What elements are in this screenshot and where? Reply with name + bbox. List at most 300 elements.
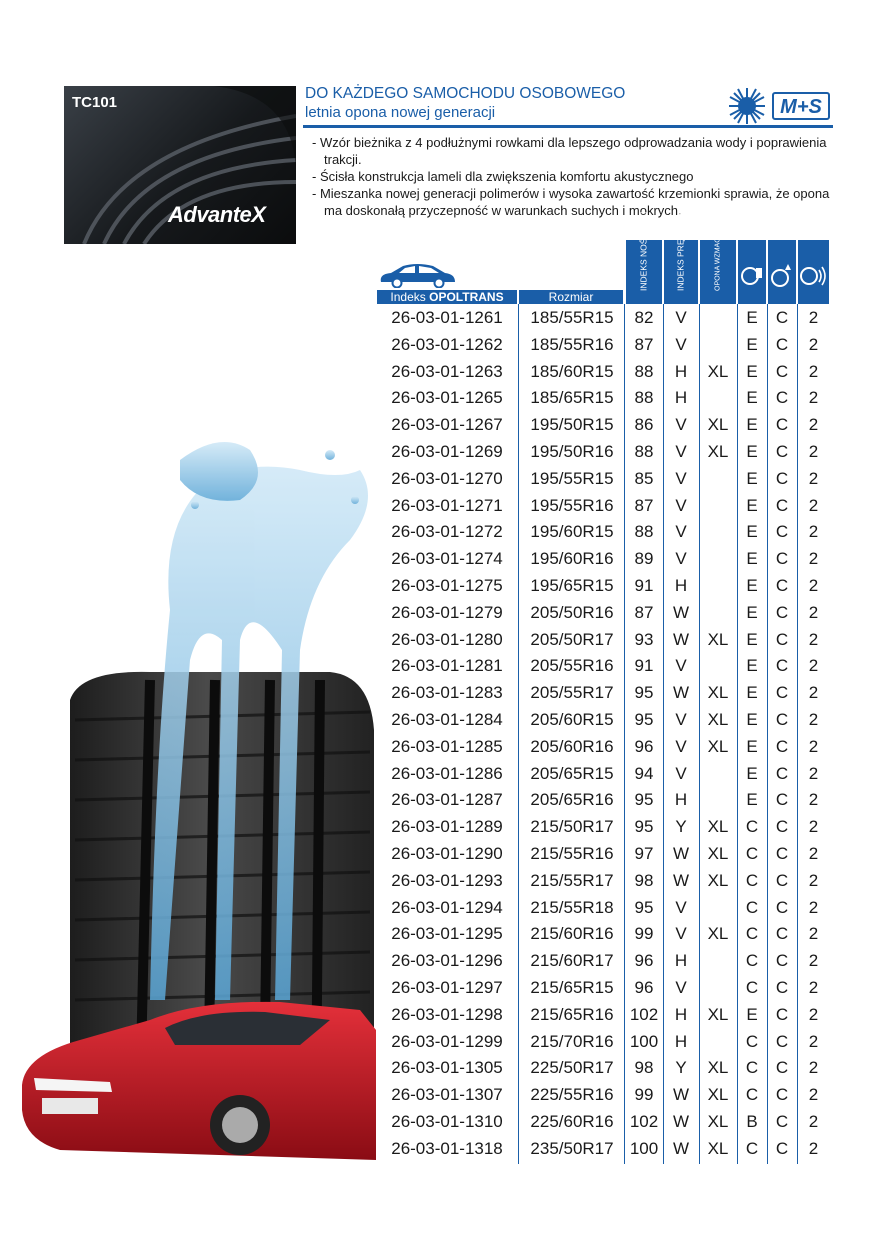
wet-grip-cell: C: [775, 388, 789, 408]
size-cell: 225/60R16: [530, 1112, 614, 1131]
noise-class-cell: 2: [808, 1004, 819, 1024]
index-cell: 26-03-01-1265: [391, 388, 503, 408]
table-row: [377, 760, 829, 787]
wet-grip-cell: C: [775, 334, 789, 354]
table-row: [377, 813, 829, 840]
fuel-class-cell: C: [745, 844, 759, 863]
fuel-class-cell: E: [746, 388, 758, 408]
noise-class-cell: 2: [808, 924, 819, 944]
load-index-cell: 88: [634, 361, 654, 381]
size-cell: 195/55R15: [530, 468, 614, 488]
speed-index-cell: V: [675, 308, 687, 327]
load-index-cell: 85: [634, 468, 654, 488]
size-cell: 195/55R16: [530, 495, 614, 515]
noise-class-cell: 2: [808, 844, 819, 863]
table-row: [377, 438, 829, 465]
size-cell: 205/50R16: [530, 602, 614, 622]
speed-index-cell: V: [675, 924, 687, 944]
table-row: [377, 786, 829, 813]
load-index-cell: 97: [634, 844, 654, 863]
noise-class-cell: 2: [808, 522, 819, 542]
size-cell: 205/60R15: [530, 710, 614, 729]
load-index-cell: 95: [634, 710, 654, 729]
column-divider: [737, 304, 738, 1164]
fuel-class-cell: E: [746, 763, 758, 783]
table-row: [377, 1001, 829, 1028]
load-index-header: [626, 211, 662, 304]
speed-index-cell: H: [674, 1031, 688, 1051]
page-title: DO KAŻDEGO SAMOCHODU OSOBOWEGO: [305, 85, 626, 102]
reinforced-cell: [700, 894, 736, 921]
index-cell: 26-03-01-1298: [391, 1004, 503, 1024]
table-row: [377, 679, 829, 706]
index-cell: 26-03-01-1294: [391, 897, 503, 917]
table-row: [377, 1081, 829, 1108]
index-cell: 26-03-01-1272: [391, 522, 503, 542]
size-column-header: Rozmiar: [519, 290, 623, 304]
car-icon: [377, 262, 457, 288]
noise-class-cell: 2: [808, 978, 819, 997]
noise-class-cell: 2: [808, 817, 819, 837]
reinforced-cell: XL: [707, 844, 729, 863]
table-row: [377, 411, 829, 438]
index-cell: 26-03-01-1289: [391, 817, 503, 837]
speed-index-cell: V: [675, 736, 687, 756]
table-row: [377, 545, 829, 572]
size-cell: 205/55R17: [530, 683, 614, 703]
fuel-class-cell: C: [745, 870, 759, 890]
load-index-cell: 96: [634, 736, 654, 756]
table-row: [377, 974, 829, 1001]
table-row: [377, 840, 829, 867]
speed-index-cell: W: [672, 1112, 690, 1131]
brand-logo: AdvanteX: [168, 202, 266, 227]
index-cell: 26-03-01-1307: [391, 1085, 503, 1105]
fuel-efficiency-header: [738, 240, 766, 304]
noise-header: [798, 240, 829, 304]
noise-class-cell: 2: [808, 442, 819, 461]
speed-index-header: [664, 206, 698, 304]
wet-grip-cell: C: [775, 817, 789, 837]
load-index-cell: 96: [634, 978, 654, 997]
load-index-cell: 89: [634, 549, 654, 569]
speed-index-cell: H: [674, 951, 688, 971]
reinforced-cell: XL: [707, 1085, 729, 1105]
reinforced-cell: XL: [707, 817, 729, 837]
wet-grip-cell: C: [775, 308, 789, 327]
column-divider: [663, 304, 664, 1164]
index-cell: 26-03-01-1267: [391, 415, 503, 435]
table-row: [377, 1054, 829, 1081]
reinforced-cell: XL: [707, 415, 729, 435]
speed-index-cell: V: [675, 897, 687, 917]
fuel-class-cell: E: [746, 683, 758, 703]
size-cell: 215/65R15: [530, 978, 614, 997]
column-divider: [699, 304, 700, 1164]
noise-icon: [798, 240, 829, 304]
noise-class-cell: 2: [808, 1058, 819, 1078]
sun-icon: [727, 86, 767, 126]
speed-index-cell: W: [672, 629, 690, 649]
feature-item: - Mieszanka nowej generacji polimerów i wysoka zawartość krzemionki sprawia, że opona ma doskonałą przyczepność w warunkach suchych i mokrych.: [312, 186, 830, 218]
speed-index-cell: V: [675, 442, 687, 461]
index-cell: 26-03-01-1270: [391, 468, 503, 488]
size-cell: 215/60R16: [530, 924, 614, 944]
load-index-cell: 98: [634, 870, 654, 890]
reinforced-cell: XL: [707, 683, 729, 703]
speed-index-cell: V: [675, 656, 687, 676]
speed-index-cell: V: [675, 522, 687, 542]
speed-index-cell: H: [674, 388, 688, 408]
wet-grip-cell: C: [775, 576, 789, 595]
mud-snow-badge: M+S: [772, 92, 830, 120]
size-cell: 195/60R15: [530, 522, 614, 542]
fuel-class-cell: C: [745, 951, 759, 971]
load-index-label: INDEKS NOŚNOŚCI: [638, 211, 649, 291]
load-index-cell: 95: [634, 683, 654, 703]
wet-grip-cell: C: [775, 361, 789, 381]
reinforced-cell: XL: [707, 361, 729, 381]
reinforced-cell: XL: [707, 629, 729, 649]
reinforced-cell: XL: [707, 442, 729, 461]
noise-class-cell: 2: [808, 1085, 819, 1105]
speed-index-cell: V: [675, 763, 687, 783]
load-index-cell: 86: [634, 415, 654, 435]
reinforced-cell: XL: [707, 1058, 729, 1078]
load-index-cell: 87: [634, 602, 654, 622]
size-cell: 215/70R16: [530, 1031, 614, 1051]
column-divider: [624, 304, 625, 1164]
speed-index-cell: H: [674, 576, 688, 595]
reinforced-cell: [700, 331, 736, 358]
column-divider: [518, 304, 519, 1164]
index-cell: 26-03-01-1262: [391, 334, 503, 354]
index-cell: 26-03-01-1285: [391, 736, 503, 756]
fuel-efficiency-icon: [738, 240, 766, 304]
noise-class-cell: 2: [808, 790, 819, 810]
speed-index-cell: V: [675, 710, 687, 729]
product-photo-tile: [64, 86, 296, 244]
noise-class-cell: 2: [808, 388, 819, 408]
wet-grip-cell: C: [775, 495, 789, 515]
size-cell: 195/60R16: [530, 549, 614, 569]
noise-class-cell: 2: [808, 683, 819, 703]
noise-class-cell: 2: [808, 629, 819, 649]
load-index-cell: 96: [634, 951, 654, 971]
wet-grip-cell: C: [775, 710, 789, 729]
table-row: [377, 626, 829, 653]
fuel-class-cell: B: [746, 1112, 758, 1131]
speed-index-cell: V: [675, 334, 687, 354]
speed-index-cell: W: [672, 1138, 690, 1158]
index-cell: 26-03-01-1290: [391, 844, 503, 863]
wet-grip-cell: C: [775, 522, 789, 542]
reinforced-cell: [700, 384, 736, 411]
wet-grip-cell: C: [775, 629, 789, 649]
fuel-class-cell: C: [745, 1138, 759, 1158]
wet-grip-cell: C: [775, 924, 789, 944]
index-cell: 26-03-01-1283: [391, 683, 503, 703]
fuel-class-cell: C: [745, 924, 759, 944]
noise-class-cell: 2: [808, 710, 819, 729]
table-row: [377, 1135, 829, 1162]
speed-index-cell: V: [675, 495, 687, 515]
size-cell: 205/60R16: [530, 736, 614, 756]
feature-item: - Ścisła konstrukcja lameli dla zwiększenia komfortu akustycznego: [312, 169, 694, 184]
table-row: [377, 599, 829, 626]
size-cell: 215/55R17: [530, 870, 614, 890]
speed-index-cell: H: [674, 1004, 688, 1024]
index-cell: 26-03-01-1261: [391, 308, 503, 327]
noise-class-cell: 2: [808, 602, 819, 622]
speed-index-cell: V: [675, 468, 687, 488]
index-cell: 26-03-01-1296: [391, 951, 503, 971]
feature-item: - Wzór bieżnika z 4 podłużnymi rowkami dla lepszego odprowadzania wody i poprawienia trakcji.: [312, 135, 827, 167]
table-row: [377, 867, 829, 894]
fuel-class-cell: C: [745, 1058, 759, 1078]
load-index-cell: 87: [634, 334, 654, 354]
load-index-cell: 99: [634, 1085, 654, 1105]
reinforced-cell: XL: [707, 924, 729, 944]
table-row: [377, 733, 829, 760]
index-cell: 26-03-01-1299: [391, 1031, 503, 1051]
table-row: [377, 652, 829, 679]
load-index-cell: 88: [634, 522, 654, 542]
size-cell: 205/65R16: [530, 790, 614, 810]
fuel-class-cell: C: [745, 1031, 759, 1051]
table-row: [377, 1028, 829, 1055]
wet-grip-icon: [768, 240, 796, 304]
noise-class-cell: 2: [808, 951, 819, 971]
size-cell: 235/50R17: [530, 1138, 614, 1158]
load-index-cell: 88: [634, 388, 654, 408]
load-index-cell: 95: [634, 897, 654, 917]
wet-grip-cell: C: [775, 1031, 789, 1051]
load-index-cell: 88: [634, 442, 654, 461]
size-cell: 195/50R15: [530, 415, 614, 435]
fuel-class-cell: C: [745, 978, 759, 997]
reinforced-cell: [700, 974, 736, 1001]
load-index-cell: 100: [629, 1031, 659, 1051]
load-index-cell: 95: [634, 817, 654, 837]
fuel-class-cell: C: [745, 897, 759, 917]
index-column-header: [377, 290, 517, 304]
wet-grip-cell: C: [775, 1112, 789, 1131]
table-row: [377, 947, 829, 974]
noise-class-cell: 2: [808, 576, 819, 595]
wet-grip-cell: C: [775, 468, 789, 488]
index-cell: 26-03-01-1280: [391, 629, 503, 649]
index-cell: 26-03-01-1275: [391, 576, 503, 595]
fuel-class-cell: E: [746, 361, 758, 381]
fuel-class-cell: E: [746, 656, 758, 676]
fuel-class-cell: E: [746, 736, 758, 756]
wet-grip-cell: C: [775, 790, 789, 810]
table-row: [377, 492, 829, 519]
noise-class-cell: 2: [808, 361, 819, 381]
noise-class-cell: 2: [808, 1031, 819, 1051]
speed-index-cell: W: [672, 683, 690, 703]
size-cell: 225/50R17: [530, 1058, 614, 1078]
noise-class-cell: 2: [808, 736, 819, 756]
index-cell: 26-03-01-1305: [391, 1058, 503, 1078]
index-cell: 26-03-01-1271: [391, 495, 503, 515]
index-cell: 26-03-01-1310: [391, 1112, 503, 1131]
table-row: [377, 331, 829, 358]
speed-index-cell: V: [675, 549, 687, 569]
reinforced-cell: XL: [707, 736, 729, 756]
reinforced-cell: [700, 304, 736, 331]
reinforced-cell: [700, 492, 736, 519]
speed-index-cell: W: [672, 870, 690, 890]
wet-grip-cell: C: [775, 1138, 789, 1158]
size-cell: 215/65R16: [530, 1004, 614, 1024]
size-cell: 185/55R16: [530, 334, 614, 354]
noise-class-cell: 2: [808, 549, 819, 569]
size-cell: 215/55R18: [530, 897, 614, 917]
reinforced-cell: XL: [707, 1112, 729, 1131]
page-subtitle: letnia opona nowej generacji: [305, 104, 496, 121]
index-cell: 26-03-01-1269: [391, 442, 503, 461]
load-index-cell: 87: [634, 495, 654, 515]
wet-grip-cell: C: [775, 442, 789, 461]
table-row: [377, 384, 829, 411]
load-index-cell: 93: [634, 629, 654, 649]
fuel-class-cell: E: [746, 468, 758, 488]
speed-index-cell: V: [675, 415, 687, 435]
load-index-cell: 102: [629, 1112, 659, 1131]
load-index-cell: 99: [634, 924, 654, 944]
size-cell: 195/65R15: [530, 576, 614, 595]
table-row: [377, 465, 829, 492]
table-row: [377, 920, 829, 947]
reinforced-cell: [700, 947, 736, 974]
reinforced-cell: XL: [707, 870, 729, 890]
size-cell: 215/55R16: [530, 844, 614, 863]
noise-class-cell: 2: [808, 415, 819, 435]
fuel-class-cell: E: [746, 790, 758, 810]
speed-index-cell: W: [672, 844, 690, 863]
size-cell: 205/65R15: [530, 763, 614, 783]
wet-grip-cell: C: [775, 870, 789, 890]
size-cell: 225/55R16: [530, 1085, 614, 1105]
reinforced-cell: [700, 465, 736, 492]
wet-grip-cell: C: [775, 656, 789, 676]
table-row: [377, 358, 829, 385]
noise-class-cell: 2: [808, 763, 819, 783]
load-index-cell: 102: [629, 1004, 659, 1024]
noise-class-cell: 2: [808, 1138, 819, 1158]
index-cell: 26-03-01-1295: [391, 924, 503, 944]
size-cell: 205/50R17: [530, 629, 614, 649]
wet-grip-header: [768, 240, 796, 304]
fuel-class-cell: E: [746, 415, 758, 435]
table-row: [377, 1108, 829, 1135]
wet-grip-cell: C: [775, 602, 789, 622]
size-cell: 215/60R17: [530, 951, 614, 971]
index-cell: 26-03-01-1287: [391, 790, 503, 810]
index-cell: 26-03-01-1281: [391, 656, 503, 676]
noise-class-cell: 2: [808, 656, 819, 676]
reinforced-label: OPONA WZMACNIANA: [714, 216, 722, 291]
wet-grip-cell: C: [775, 951, 789, 971]
noise-class-cell: 2: [808, 308, 819, 327]
wet-grip-cell: C: [775, 549, 789, 569]
index-cell: 26-03-01-1274: [391, 549, 503, 569]
column-divider: [797, 304, 798, 1164]
table-row: [377, 518, 829, 545]
fuel-class-cell: E: [746, 495, 758, 515]
speed-index-cell: Y: [675, 817, 687, 837]
reinforced-cell: XL: [707, 710, 729, 729]
wet-grip-cell: C: [775, 978, 789, 997]
fuel-class-cell: E: [746, 629, 758, 649]
table-row: [377, 894, 829, 921]
size-cell: 185/55R15: [530, 308, 614, 327]
speed-index-cell: H: [674, 790, 688, 810]
load-index-cell: 98: [634, 1058, 654, 1078]
wet-grip-cell: C: [775, 683, 789, 703]
wet-grip-cell: C: [775, 736, 789, 756]
fuel-class-cell: E: [746, 442, 758, 461]
index-header-brand: OPOLTRANS: [429, 290, 504, 304]
reinforced-cell: [700, 1028, 736, 1055]
index-cell: 26-03-01-1284: [391, 710, 503, 729]
fuel-class-cell: C: [745, 1085, 759, 1105]
fuel-class-cell: E: [746, 334, 758, 354]
load-index-cell: 91: [634, 656, 654, 676]
fuel-class-cell: E: [746, 576, 758, 595]
fuel-class-cell: E: [746, 710, 758, 729]
size-cell: 195/50R16: [530, 442, 614, 461]
speed-index-cell: H: [674, 361, 688, 381]
fuel-class-cell: C: [745, 817, 759, 837]
fuel-class-cell: E: [746, 602, 758, 622]
noise-class-cell: 2: [808, 897, 819, 917]
reinforced-cell: [700, 518, 736, 545]
wet-grip-cell: C: [775, 763, 789, 783]
index-cell: 26-03-01-1318: [391, 1138, 503, 1158]
reinforced-cell: XL: [707, 1004, 729, 1024]
size-cell: 215/50R17: [530, 817, 614, 837]
size-cell: 205/55R16: [530, 656, 614, 676]
speed-index-cell: Y: [675, 1058, 687, 1078]
reinforced-cell: [700, 545, 736, 572]
noise-class-cell: 2: [808, 495, 819, 515]
speed-index-cell: W: [672, 602, 690, 622]
wet-grip-cell: C: [775, 1058, 789, 1078]
wet-grip-cell: C: [775, 415, 789, 435]
load-index-cell: 82: [634, 308, 654, 327]
table-row: [377, 706, 829, 733]
load-index-cell: 94: [634, 763, 654, 783]
index-cell: 26-03-01-1293: [391, 870, 503, 890]
feature-list: [312, 134, 832, 219]
index-cell: 26-03-01-1297: [391, 978, 503, 997]
wet-grip-cell: C: [775, 1004, 789, 1024]
reinforced-cell: [700, 760, 736, 787]
reinforced-cell: XL: [707, 1138, 729, 1158]
reinforced-cell: [700, 572, 736, 599]
wet-grip-cell: C: [775, 1085, 789, 1105]
wet-grip-cell: C: [775, 844, 789, 863]
table-row: [377, 572, 829, 599]
fuel-class-cell: E: [746, 549, 758, 569]
reinforced-cell: [700, 786, 736, 813]
reinforced-cell: [700, 599, 736, 626]
noise-class-cell: 2: [808, 468, 819, 488]
fuel-class-cell: E: [746, 522, 758, 542]
